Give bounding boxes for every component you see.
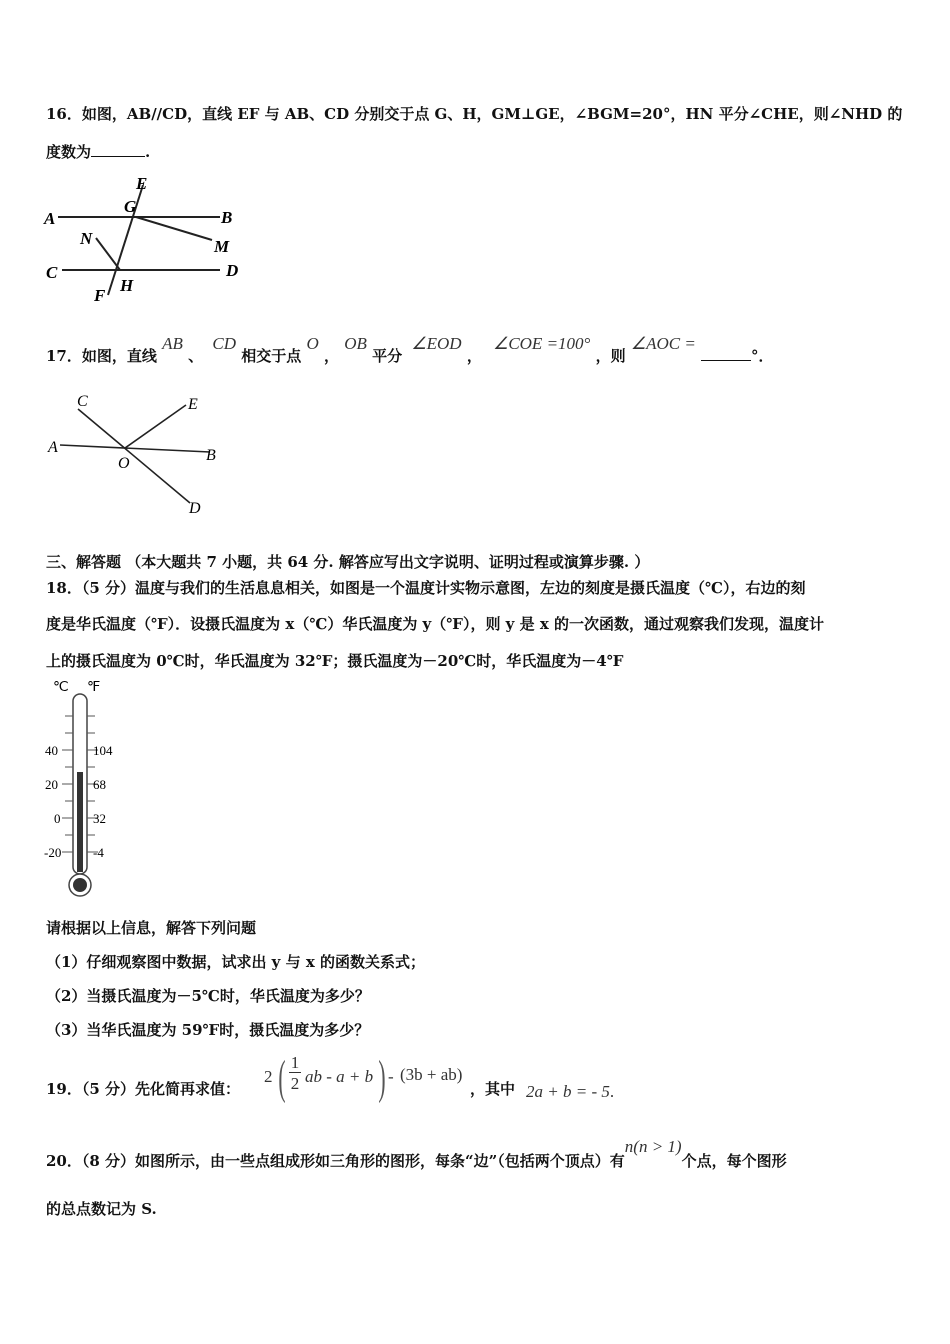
q17-aoc: ∠AOC = [630,334,696,353]
q17-ob: OB [344,334,367,353]
q17-end: °． [751,347,774,365]
label-b17: B [206,447,216,464]
fahrenheit-unit: ℉ [87,680,101,695]
q17-comma1: ， [324,347,340,365]
q18-line1: 18．（5 分）温度与我们的生活息息相关，如图是一个温度计实物示意图，左边的刻度是摄氏温度（℃），右边的刻 [46,579,806,597]
label-c17: C [77,393,88,410]
c-tick-0: 0 [54,811,61,826]
c-tick-20: 20 [45,777,58,792]
ray-oe [125,405,186,448]
ray-hn [96,238,120,270]
label-e: E [136,174,148,193]
q19-condition [526,1082,614,1102]
thermometer-figure [40,676,130,901]
q19-frac-num: 1 [290,1053,300,1072]
q17-o: O [306,334,319,353]
q19-mid: ，其中 [470,1080,516,1098]
q17-cd: CD [212,334,236,353]
label-a: A [44,209,56,228]
q16-end: . [145,143,151,161]
q17-line [46,333,774,365]
c-tick-neg20: -20 [44,845,62,860]
q17-ab: AB [162,334,183,353]
q16-figure [40,170,260,305]
q17-prefix: 17．如图，直线 [46,347,157,365]
label-o17: O [118,455,130,472]
label-f: F [94,286,106,305]
line-ab-17 [60,445,210,452]
q16-prefix: 度数为 [46,143,92,161]
q18-part3: （3）当华氏温度为 59℉时，摄氏温度为多少？ [46,1021,370,1039]
q19-coef: 2 [264,1067,273,1086]
q16-line2 [46,141,150,162]
label-h: H [120,276,134,295]
q17-comma2: ， [466,347,482,365]
label-a17: A [48,439,58,456]
q17-mid1: 相交于点 [241,347,302,365]
label-c: C [46,263,58,282]
q20-suffix: 个点，每个图形 [681,1152,787,1170]
q20-n: n(n > 1) [624,1137,682,1156]
q18-part1: （1）仔细观察图中数据，试求出 y 与 x 的函数关系式； [46,953,425,971]
q16-answer-blank [91,156,145,157]
q18-part2: （2）当摄氏温度为－5℃时，华氏温度为多少？ [46,987,370,1005]
q17-figure [40,385,230,520]
q19-inner: ab - a + b [305,1067,374,1086]
q16-line1: 16．如图，AB//CD，直线 EF 与 AB、CD 分别交于点 G、H，GM⊥GE，∠BGM=20°，HN 平分∠CHE，则∠NHD 的 [46,105,903,123]
q19-frac-den: 2 [290,1074,300,1093]
q17-coe: ∠COE =100° [493,334,591,353]
f-tick-neg4: -4 [93,845,104,860]
q17-answer-blank [701,360,751,361]
q20-line1 [46,1137,787,1171]
q19-end: . [609,1082,615,1101]
q17-mid2: 平分 [372,347,403,365]
q19-second: (3b + ab) [400,1065,463,1084]
q19-prefix: 19．（5 分）先化简再求值： [46,1080,241,1098]
q20-prefix: 20．（8 分）如图所示，由一些点组成形如三角形的图形，每条“边”（包括两个顶点）有 [46,1152,625,1170]
q18-line3: 上的摄氏温度为 0℃时，华氏温度为 32℉；摄氏温度为－20℃时，华氏温度为－4℉ [46,652,624,670]
q17-mid3: ，则 [595,347,626,365]
q19-lparen: ( [278,1051,286,1104]
label-e17: E [188,396,198,413]
label-b: B [221,208,233,227]
ray-gm [136,217,212,240]
mercury-bulb [73,878,87,892]
label-d: D [226,261,239,280]
f-tick-104: 104 [93,743,113,758]
label-m: M [214,237,230,256]
q17-sep: 、 [188,347,204,365]
line-cd-17 [78,409,190,503]
q18-ask: 请根据以上信息，解答下列问题 [46,919,257,937]
celsius-unit: ℃ [53,680,69,695]
f-tick-68: 68 [93,777,106,792]
q19-cond: 2a + b = - 5 [526,1082,610,1101]
c-tick-40: 40 [45,743,58,758]
q19-minus: - [388,1067,394,1086]
label-d17: D [189,500,201,517]
label-g: G [124,197,137,216]
q19-rparen: ) [378,1051,386,1104]
q20-line2: 的总点数记为 S. [46,1200,157,1218]
f-tick-32: 32 [93,811,106,826]
section-three-heading: 三、解答题 （本大题共 7 小题，共 64 分. 解答应写出文字说明、证明过程或演算步骤. ） [46,553,650,571]
q18-line2: 度是华氏温度（℉）．设摄氏温度为 x（℃）华氏温度为 y（℉），则 y 是 x 的一次函数，通过观察我们发现，温度计 [46,615,824,633]
label-n: N [80,229,93,248]
mercury-column [77,772,83,872]
q17-eod: ∠EOD [411,334,462,353]
